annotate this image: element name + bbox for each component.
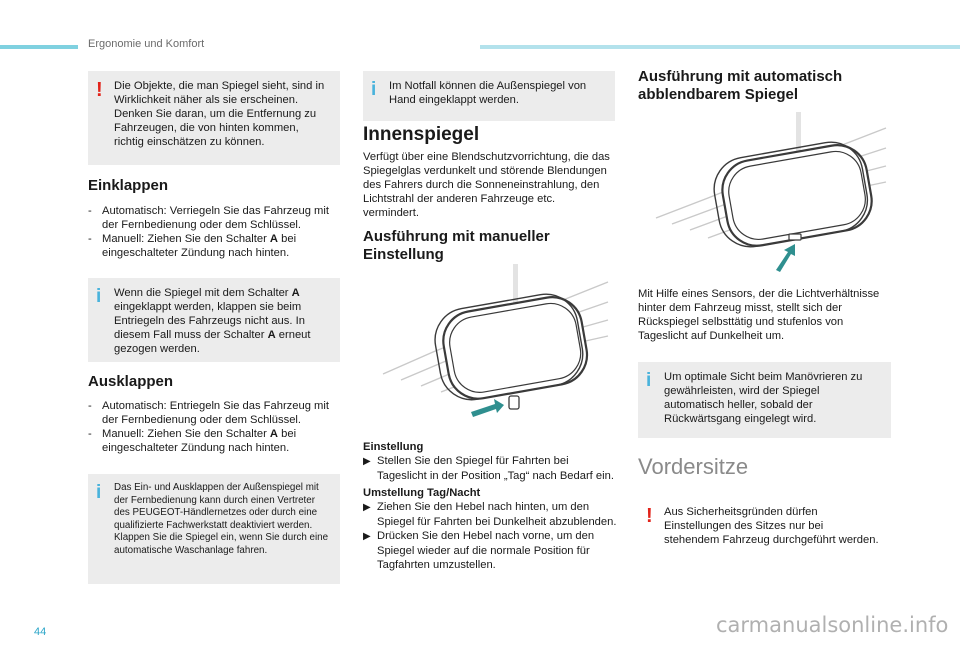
section-header: Ergonomie und Komfort — [88, 38, 205, 50]
info-icon: i — [96, 482, 102, 503]
warning-icon: ! — [96, 79, 103, 101]
einstellung-section — [363, 440, 617, 572]
heading-automatik: Ausführung mit automatisch abblendbarem Spiegel — [638, 68, 843, 103]
header-rule — [480, 45, 960, 49]
list-ausklappen — [88, 399, 342, 455]
header-accent-rule — [0, 45, 78, 49]
manual-mirror-illustration — [363, 262, 615, 432]
list-item: - Manuell: Ziehen Sie den Schalter A bei eingeschalteter Zündung nach hinten. — [88, 428, 297, 454]
heading-manuelle-einstellung: Ausführung mit manueller Einstellung — [363, 228, 550, 263]
heading-ausklappen: Ausklappen — [88, 373, 174, 390]
auto-dimming-mirror-illustration — [638, 110, 891, 278]
list-item: ▶ Drücken Sie den Hebel nach vorne, um den Spiegel wieder auf die normale Position für Tagfahrten umzustellen. — [363, 530, 595, 571]
info-box-notfall — [363, 71, 615, 121]
warning-text: Die Objekte, die man Spiegel sieht, sind in Wirklichkeit näher als sie erscheinen. Denken Sie daran, um die Entfernung zu Fahrzeugen, die von hinten kommen, richtig einschätzen zu können. — [114, 80, 325, 148]
warning-box-sitze — [638, 497, 891, 561]
info-text: Im Notfall können die Außenspiegel von Hand eingeklappt werden. — [389, 80, 587, 106]
info-icon: i — [646, 370, 652, 391]
subheading-umstellung: Umstellung Tag/Nacht — [363, 487, 481, 499]
heading-einklappen: Einklappen — [88, 177, 169, 194]
watermark: carmanualsonline.info — [716, 613, 949, 637]
list-item: - Manuell: Ziehen Sie den Schalter A bei eingeschalteter Zündung nach hinten. — [88, 233, 297, 259]
heading-innenspiegel: Innenspiegel — [363, 124, 480, 145]
info-box-einklappen — [88, 278, 340, 362]
info-text: Wenn die Spiegel mit dem Schalter A eingeklappt werden, klappen sie beim Entriegeln des Fahrzeugs nicht aus. In diesem Fall muss der Schalter A erneut gezogen werden. — [114, 287, 311, 355]
info-box-rueckwaertsgang — [638, 362, 891, 438]
info-icon: i — [371, 79, 377, 100]
heading-vordersitze: Vordersitze — [638, 454, 749, 479]
warning-box-mirror-distance — [88, 71, 340, 165]
page-number: 44 — [34, 626, 47, 638]
info-text: Das Ein- und Ausklappen der Außenspiegel mit der Fernbedienung kann durch einen Vertreter des PEUGEOT-Händlernetzes oder durch eine qualifizierte Fachwerkstatt deaktiviert werden. Klappen Sie die Spiegel ein, wenn Sie durch eine automatische Waschanlage fahren. — [114, 482, 329, 556]
warning-icon: ! — [646, 505, 653, 527]
list-einklappen — [88, 204, 342, 260]
info-icon: i — [96, 286, 102, 307]
info-box-ausklappen — [88, 474, 340, 584]
list-item: ▶ Ziehen Sie den Hebel nach hinten, um den Spiegel für Fahrten bei Dunkelheit abzublenden. — [363, 501, 617, 528]
list-item: - Automatisch: Entriegeln Sie das Fahrzeug mit der Fernbedienung oder dem Schlüssel. — [88, 400, 329, 426]
warning-text: Aus Sicherheitsgründen dürfen Einstellungen des Sitzes nur bei stehendem Fahrzeug durchgeführt werden. — [664, 506, 879, 546]
info-text: Um optimale Sicht beim Manövrieren zu gewährleisten, wird der Spiegel automatisch heller, sobald der Rückwärtsgang eingelegt wird. — [664, 371, 863, 425]
innenspiegel-text: Verfügt über eine Blendschutzvorrichtung, die das Spiegelglas verdunkelt und störende Blendungen des Fahrers durch die Sonneneinstrahlung, den Lichtstrahl der anderen Fahrzeuge etc. vermindert. — [363, 151, 610, 219]
automatik-text: Mit Hilfe eines Sensors, der die Lichtverhältnisse hinter dem Fahrzeug misst, stellt sich der Rückspiegel selbsttätig und stufenlos von Tageslicht auf Dunkelheit um. — [638, 288, 880, 342]
list-item: - Automatisch: Verriegeln Sie das Fahrzeug mit der Fernbedienung oder dem Schlüssel. — [88, 205, 329, 231]
subheading-einstellung: Einstellung — [363, 441, 424, 453]
list-item: ▶ Stellen Sie den Spiegel für Fahrten bei Tageslicht in der Position „Tag“ nach Bedarf ein. — [363, 455, 614, 482]
